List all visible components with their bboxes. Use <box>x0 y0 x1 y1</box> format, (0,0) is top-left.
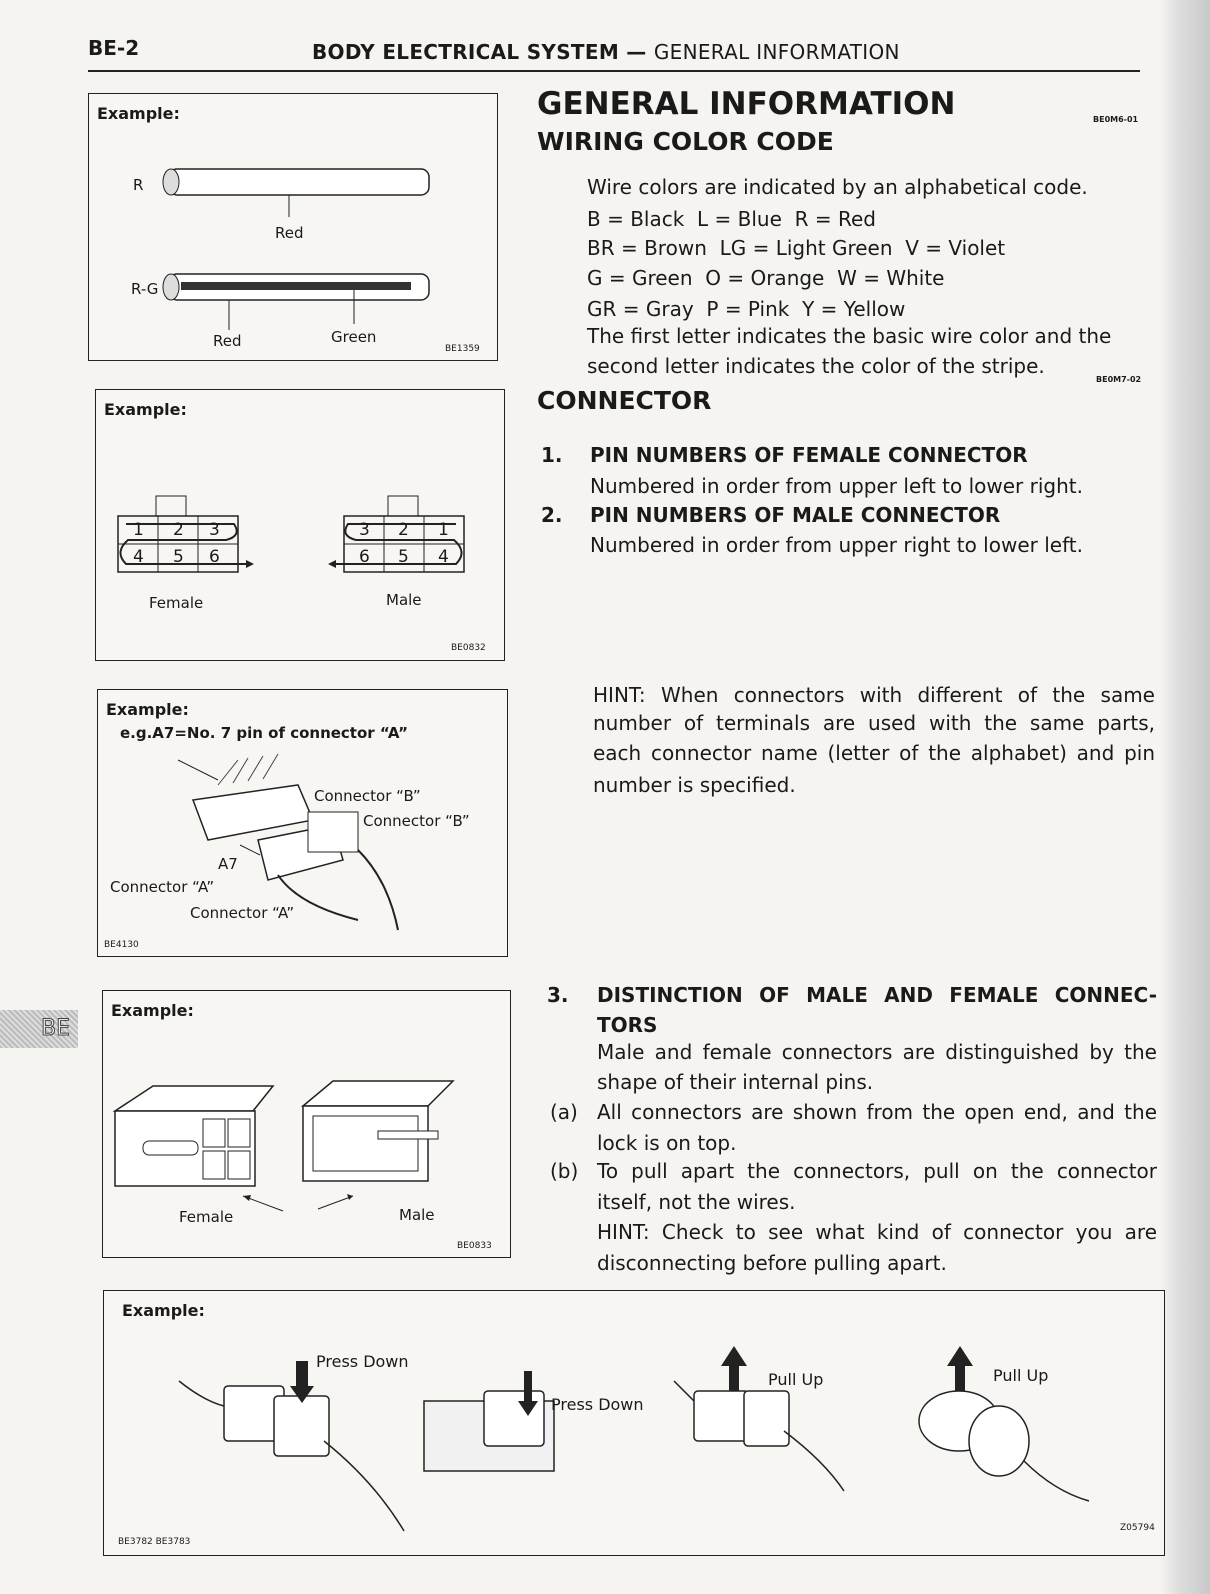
item-title: PIN NUMBERS OF FEMALE CONNECTOR <box>590 443 1028 467</box>
item-title: TORS <box>597 1013 658 1037</box>
connector-label: Connector “B” <box>363 812 470 830</box>
page-gutter-shadow <box>1160 0 1210 1594</box>
hint-text: number is specified. <box>593 773 796 797</box>
hint-text: number of terminals are used with the same parts, <box>593 711 1155 735</box>
item-title: PIN NUMBERS OF MALE CONNECTOR <box>590 503 1001 527</box>
color-label: Red <box>275 224 304 242</box>
color-codes-line: GR = Gray P = Pink Y = Yellow <box>587 297 906 321</box>
item-text: lock is on top. <box>597 1131 737 1155</box>
page-number: BE-2 <box>88 36 140 60</box>
figure-pin-numbers <box>95 389 505 661</box>
figure-connector-naming <box>97 689 508 957</box>
pin-number: 5 <box>398 547 409 567</box>
figure-code: BE0832 <box>451 643 486 653</box>
example-label: Example: <box>104 400 187 419</box>
color-codes-line: BR = Brown LG = Light Green V = Violet <box>587 236 1006 260</box>
press-down-label: Press Down <box>316 1352 409 1371</box>
hint-text: HINT: Check to see what kind of connector you are <box>597 1220 1157 1244</box>
pin-number: 3 <box>209 520 220 540</box>
connector-shapes <box>103 991 512 1259</box>
wiring-note: second letter indicates the color of the stripe. <box>587 354 1045 378</box>
item-text: Male and female connectors are distinguished by the <box>597 1040 1157 1064</box>
connector-heading: CONNECTOR <box>537 386 712 415</box>
pin-number: 2 <box>398 520 409 540</box>
figure-male-female <box>102 990 511 1258</box>
color-label: Red <box>213 332 242 350</box>
figure-code: BE3782 BE3783 <box>118 1537 191 1547</box>
color-codes-line: G = Green O = Orange W = White <box>587 266 945 290</box>
section-tab-be: BE <box>0 1010 78 1048</box>
item-text: shape of their internal pins. <box>597 1070 874 1094</box>
wire-label: R <box>133 176 144 194</box>
hint-text: HINT: When connectors with different of the same <box>593 683 1155 707</box>
male-label: Male <box>386 591 422 609</box>
item-number: 2. <box>541 503 563 527</box>
example-label: Example: <box>106 700 189 719</box>
header-section: BODY ELECTRICAL SYSTEM <box>312 40 620 64</box>
male-label: Male <box>399 1206 435 1224</box>
example-label: Example: <box>97 104 180 123</box>
ref-code: BE0M6-01 <box>1093 115 1139 124</box>
example-note: e.g.A7=No. 7 pin of connector “A” <box>120 724 408 742</box>
press-down-label: Press Down <box>551 1395 644 1414</box>
disconnect-illustration <box>104 1291 1166 1557</box>
pin-label: A7 <box>218 855 238 873</box>
item-text: All connectors are shown from the open end, and the <box>597 1100 1157 1124</box>
pin-number: 1 <box>133 520 144 540</box>
running-header: BODY ELECTRICAL SYSTEM — GENERAL INFORMATION <box>312 40 900 64</box>
pin-number: 3 <box>359 520 370 540</box>
female-label: Female <box>179 1208 234 1226</box>
figure-wire-color <box>88 93 498 361</box>
connector-label: Connector “A” <box>190 904 295 922</box>
hint-text: each connector name (letter of the alphabet) and pin <box>593 741 1155 765</box>
example-label: Example: <box>111 1001 194 1020</box>
item-number: 3. <box>547 983 569 1007</box>
figure-disconnect <box>103 1290 1165 1556</box>
header-rule <box>88 70 1140 72</box>
example-label: Example: <box>122 1301 205 1320</box>
figure-code: Z05794 <box>1120 1523 1155 1533</box>
item-number: 1. <box>541 443 563 467</box>
hint-text: disconnecting before pulling apart. <box>597 1251 947 1275</box>
connector-label: Connector “A” <box>110 878 215 896</box>
figure-code: BE4130 <box>104 940 139 950</box>
pin-number: 5 <box>173 547 184 567</box>
pull-up-label: Pull Up <box>768 1370 824 1389</box>
wire-label: R-G <box>131 280 159 298</box>
item-text: To pull apart the connectors, pull on the connector <box>597 1159 1157 1183</box>
female-label: Female <box>149 594 204 612</box>
wiring-intro: Wire colors are indicated by an alphabetical code. <box>587 175 1088 199</box>
color-label: Green <box>331 328 377 346</box>
pull-up-label: Pull Up <box>993 1366 1049 1385</box>
item-text: Numbered in order from upper right to lower left. <box>590 533 1083 557</box>
pin-number: 2 <box>173 520 184 540</box>
pin-number: 1 <box>438 520 449 540</box>
item-title: DISTINCTION OF MALE AND FEMALE CONNEC- <box>597 983 1157 1007</box>
color-codes-line: B = Black L = Blue R = Red <box>587 207 876 231</box>
pin-number: 4 <box>133 547 144 567</box>
item-text: itself, not the wires. <box>597 1190 796 1214</box>
figure-code: BE1359 <box>445 344 480 354</box>
wiring-heading: WIRING COLOR CODE <box>537 127 834 156</box>
connector-label: Connector “B” <box>314 787 421 805</box>
wiring-note: The first letter indicates the basic wire color and the <box>587 324 1112 348</box>
pin-number: 6 <box>209 547 220 567</box>
pin-number: 4 <box>438 547 449 567</box>
figure-code: BE0833 <box>457 1241 492 1251</box>
item-text: Numbered in order from upper left to lower right. <box>590 474 1083 498</box>
header-subsection: GENERAL INFORMATION <box>653 40 900 64</box>
pin-number: 6 <box>359 547 370 567</box>
ref-code: BE0M7-02 <box>1096 375 1142 384</box>
sub-label: (b) <box>550 1159 579 1183</box>
page-title: GENERAL INFORMATION <box>537 86 956 122</box>
sub-label: (a) <box>550 1100 578 1124</box>
